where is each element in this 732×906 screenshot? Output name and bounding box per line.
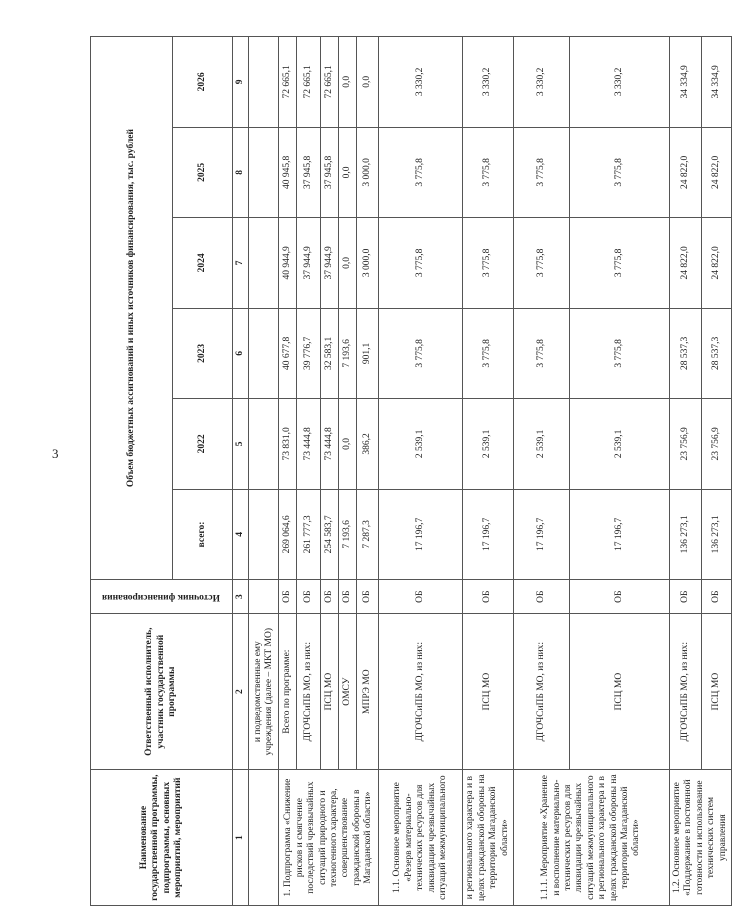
executor-cell: ПСЦ МО: [701, 614, 731, 770]
column-number: 4: [233, 489, 249, 580]
value-cell: 24 822,0: [669, 218, 701, 309]
main-activity-name-cont: и регионального характера и в целях гражданской обороны на территории Магаданской области»: [463, 770, 514, 906]
value-cell: 24 822,0: [701, 127, 731, 218]
value-cell: 136 273,1: [701, 489, 731, 580]
value-cell: 3 330,2: [569, 37, 669, 128]
column-number: 9: [233, 37, 249, 128]
main-activity-name: 1.2. Основное мероприятие «Поддержание в постоянной готовности и использование технических систем управления: [669, 770, 731, 906]
value-cell: 40 945,8: [279, 127, 297, 218]
value-cell: 2 539,1: [569, 399, 669, 490]
value-cell: 32 583,1: [321, 308, 339, 399]
value-cell: 0,0: [339, 37, 357, 128]
header-year: 2023: [173, 308, 233, 399]
continuation-text: и подведомственные ему учреждения (далее – МКТ МО): [249, 614, 279, 770]
value-cell: 3 775,8: [513, 218, 569, 309]
value-cell: 72 665,1: [321, 37, 339, 128]
column-number: 6: [233, 308, 249, 399]
value-cell: 28 537,3: [669, 308, 701, 399]
table-row: [279, 37, 297, 906]
value-cell: 72 665,1: [279, 37, 297, 128]
value-cell: 0,0: [339, 218, 357, 309]
header-funding: Объем бюджетных ассигнований и иных источников финансирования, тыс. рублей: [91, 37, 173, 580]
table-row: [513, 37, 569, 906]
header-year: 2024: [173, 218, 233, 309]
value-cell: 3 330,2: [513, 37, 569, 128]
header-executor: Ответственный исполнитель, участник государственной программы: [91, 614, 233, 770]
source-cell: ОБ: [321, 580, 339, 614]
value-cell: 0,0: [339, 399, 357, 490]
value-cell: 3 775,8: [463, 308, 514, 399]
value-cell: 17 196,7: [463, 489, 514, 580]
value-cell: 73 831,0: [279, 399, 297, 490]
source-cell: ОБ: [357, 580, 379, 614]
executor-cell: ПСЦ МО: [321, 614, 339, 770]
header-year: 2022: [173, 399, 233, 490]
value-cell: 136 273,1: [669, 489, 701, 580]
source-cell: ОБ: [513, 580, 569, 614]
column-number: 5: [233, 399, 249, 490]
header-total: всего:: [173, 489, 233, 580]
source-cell: ОБ: [463, 580, 514, 614]
source-cell: ОБ: [669, 580, 701, 614]
source-cell: ОБ: [701, 580, 731, 614]
value-cell: 23 756,9: [701, 399, 731, 490]
executor-cell: ДГОЧСиПБ МО, из них:: [669, 614, 701, 770]
column-number-row: [233, 37, 249, 906]
executor-cell: ДГОЧСиПБ МО, из них:: [297, 614, 321, 770]
table-row: [379, 37, 463, 906]
header-source-cell: [91, 580, 233, 614]
value-cell: 386,2: [357, 399, 379, 490]
table-row: [463, 37, 514, 906]
value-cell: 34 334,9: [669, 37, 701, 128]
value-cell: 23 756,9: [669, 399, 701, 490]
column-number: 7: [233, 218, 249, 309]
value-cell: 73 444,8: [297, 399, 321, 490]
value-cell: 269 064,6: [279, 489, 297, 580]
executor-cell: ДГОЧСиПБ МО, из них:: [379, 614, 463, 770]
value-cell: 3 775,8: [513, 308, 569, 399]
value-cell: 17 196,7: [513, 489, 569, 580]
value-cell: 254 583,7: [321, 489, 339, 580]
value-cell: 3 775,8: [379, 127, 463, 218]
value-cell: 3 775,8: [463, 218, 514, 309]
value-cell: 2 539,1: [513, 399, 569, 490]
value-cell: 3 000,0: [357, 218, 379, 309]
value-cell: 261 777,3: [297, 489, 321, 580]
source-cell: ОБ: [379, 580, 463, 614]
source-cell: ОБ: [297, 580, 321, 614]
value-cell: 72 665,1: [297, 37, 321, 128]
subprogram-name: 1. Подпрограмма «Снижение рисков и смягчение последствий чрезвычайных ситуаций природного и техногенного характера, совершенствование гражданской обороны в Магаданской области»: [279, 770, 379, 906]
source-cell: ОБ: [279, 580, 297, 614]
value-cell: 17 196,7: [379, 489, 463, 580]
value-cell: 3 775,8: [569, 127, 669, 218]
executor-cell: Всего по программе:: [279, 614, 297, 770]
value-cell: 28 537,3: [701, 308, 731, 399]
continuation-row: [249, 37, 279, 906]
value-cell: 40 944,9: [279, 218, 297, 309]
header-source: Источник финансирования: [102, 592, 221, 603]
value-cell: 3 775,8: [463, 127, 514, 218]
source-cell: ОБ: [569, 580, 669, 614]
value-cell: 2 539,1: [463, 399, 514, 490]
column-number: 2: [233, 614, 249, 770]
value-cell: 24 822,0: [701, 218, 731, 309]
header-year: 2025: [173, 127, 233, 218]
value-cell: 3 000,0: [357, 127, 379, 218]
value-cell: 3 775,8: [379, 308, 463, 399]
value-cell: 3 775,8: [569, 218, 669, 309]
value-cell: 40 677,8: [279, 308, 297, 399]
value-cell: 37 944,9: [297, 218, 321, 309]
executor-cell: ПСЦ МО: [463, 614, 514, 770]
column-number: 8: [233, 127, 249, 218]
value-cell: 2 539,1: [379, 399, 463, 490]
value-cell: 3 330,2: [463, 37, 514, 128]
activity-name: 1.1.1. Мероприятие «Хранение и восполнение материально-технических ресурсов для ликвидации чрезвычайных ситуаций межмуниципального и регионального характера и в целях гражданской обороны на территории Магаданской области»: [513, 770, 669, 906]
value-cell: 7 193,6: [339, 308, 357, 399]
source-cell: ОБ: [339, 580, 357, 614]
value-cell: 7 287,3: [357, 489, 379, 580]
value-cell: 37 945,8: [321, 127, 339, 218]
value-cell: 3 330,2: [379, 37, 463, 128]
funding-table: [90, 36, 732, 906]
value-cell: 901,1: [357, 308, 379, 399]
value-cell: 34 334,9: [701, 37, 731, 128]
header-name: Наименование государственной программы, подпрограммы, основных мероприятий, мероприятий: [91, 770, 233, 906]
value-cell: 17 196,7: [569, 489, 669, 580]
executor-cell: ПСЦ МО: [569, 614, 669, 770]
value-cell: 37 945,8: [297, 127, 321, 218]
column-number: 1: [233, 770, 249, 906]
value-cell: 37 944,9: [321, 218, 339, 309]
executor-cell: ДГОЧСиПБ МО, из них:: [513, 614, 569, 770]
header-year: 2026: [173, 37, 233, 128]
page-number: 3: [52, 446, 59, 461]
value-cell: 39 776,7: [297, 308, 321, 399]
value-cell: 73 444,8: [321, 399, 339, 490]
value-cell: 24 822,0: [669, 127, 701, 218]
value-cell: 0,0: [339, 127, 357, 218]
table-row: [669, 37, 701, 906]
executor-cell: ОМСУ: [339, 614, 357, 770]
value-cell: 3 775,8: [569, 308, 669, 399]
value-cell: 7 193,6: [339, 489, 357, 580]
executor-cell: МПРЭ МО: [357, 614, 379, 770]
column-number: 3: [233, 580, 249, 614]
main-activity-name: 1.1. Основное мероприятие «Резерв материально-технических ресурсов для ликвидации чрезвычайных ситуаций межмуниципального: [379, 770, 463, 906]
value-cell: 3 775,8: [513, 127, 569, 218]
value-cell: 3 775,8: [379, 218, 463, 309]
value-cell: 0,0: [357, 37, 379, 128]
